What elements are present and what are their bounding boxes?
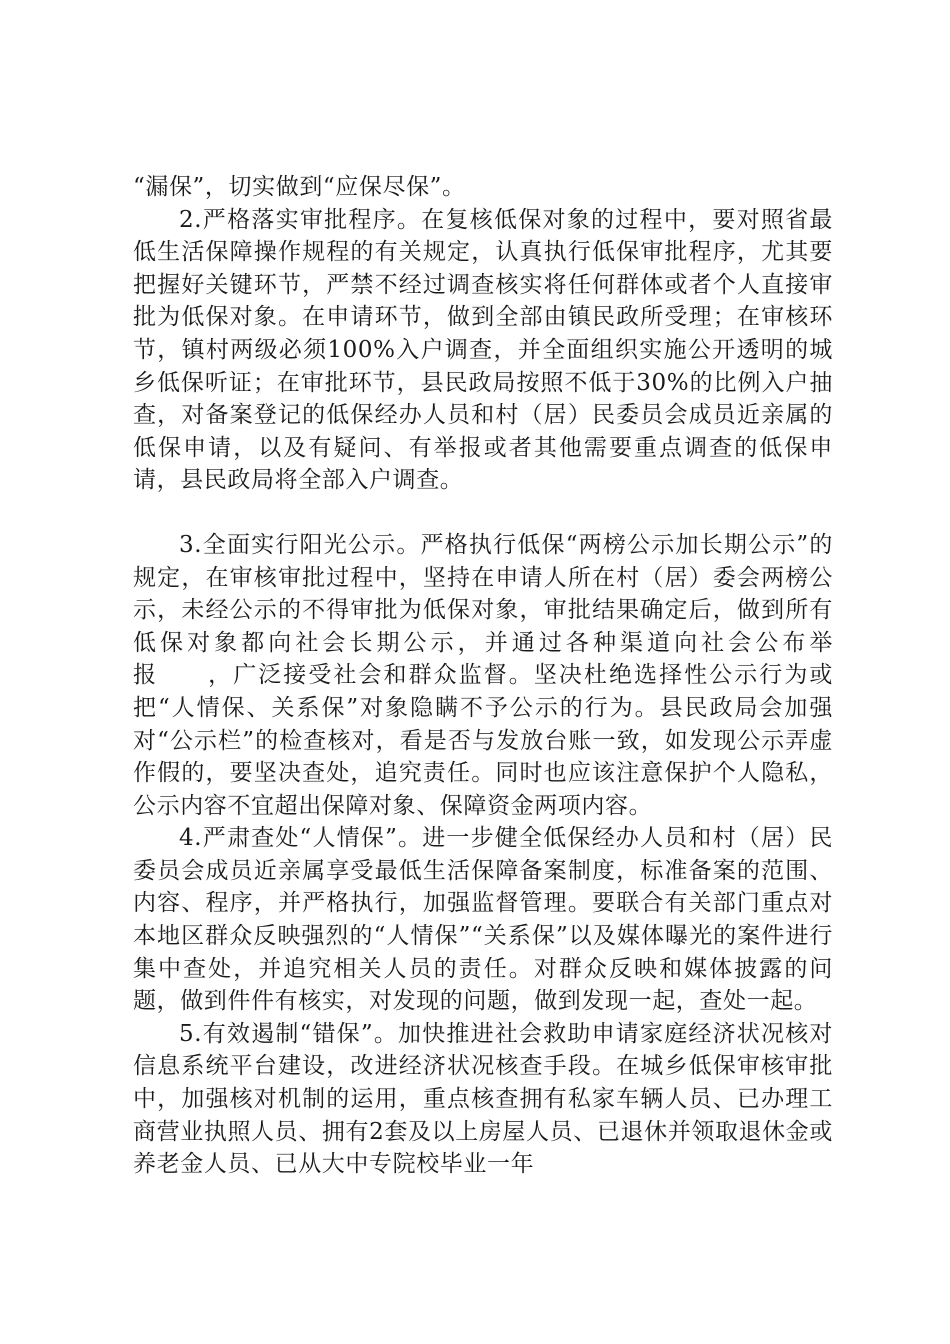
paragraph-4-favoritism: 4.严肃查处“人情保”。进一步健全低保经办人员和村（居）民委员会成员近亲属享受最低生活保障备案制度，标准备案的范围、内容、程序，并严格执行，加强监督管理。要联合有关部门重点对本地区群众反映强烈的“人情保”“关系保”以及媒体曝光的案件进行集中查处，并追究相关人员的责任。对群众反映和媒体披露的问题，做到件件有核实，对发现的问题，做到发现一起，查处一起。 [133,825,833,1015]
paragraph-1-continuation: “漏保”，切实做到“应保尽保”。 [133,174,466,200]
paragraph-3-public-notice: 3.全面实行阳光公示。严格执行低保“两榜公示加长期公示”的规定，在审核审批过程中，坚持在申请人所在村（居）委会两榜公示，未经公示的不得审批为低保对象，审批结果确定后，做到所有低保对象都向社会长期公示，并通过各种渠道向社会公布举报 ，广泛接受社会和群众监督。坚决杜绝选择性公示行为或把“人情保、关系保”对象隐瞒不予公示的行为。县民政局会加强对“公示栏”的检查核对，看是否与发放台账一致，如发现公示弄虚作假的，要坚决查处，追究责任。同时也应该注意保护个人隐私，公示内容不宜超出保障对象、保障资金两项内容。 [133,531,833,819]
paragraph-5-wrong-coverage: 5.有效遏制“错保”。加快推进社会救助申请家庭经济状况核对信息系统平台建设，改进经济状况核查手段。在城乡低保审核审批中，加强核对机制的运用，重点核查拥有私家车辆人员、已办理工商营业执照人员、拥有2套及以上房屋人员、已退休并领取退休金或养老金人员、已从大中专院校毕业一年 [133,1020,833,1178]
paragraph-2-approval-procedure: 2.严格落实审批程序。在复核低保对象的过程中，要对照省最低生活保障操作规程的有关规定，认真执行低保审批程序，尤其要把握好关键环节，严禁不经过调查核实将任何群体或者个人直接审批为低保对象。在申请环节，做到全部由镇民政所受理；在审核环节，镇村两级必须100%入户调查，并全面组织实施公开透明的城乡低保听证；在审批环节，县民政局按照不低于30%的比例入户抽查，对备案登记的低保经办人员和村（居）民委员会成员近亲属的低保申请，以及有疑问、有举报或者其他需要重点调查的低保申请，县民政局将全部入户调查。 [133,206,833,494]
document-body [133,171,833,1181]
